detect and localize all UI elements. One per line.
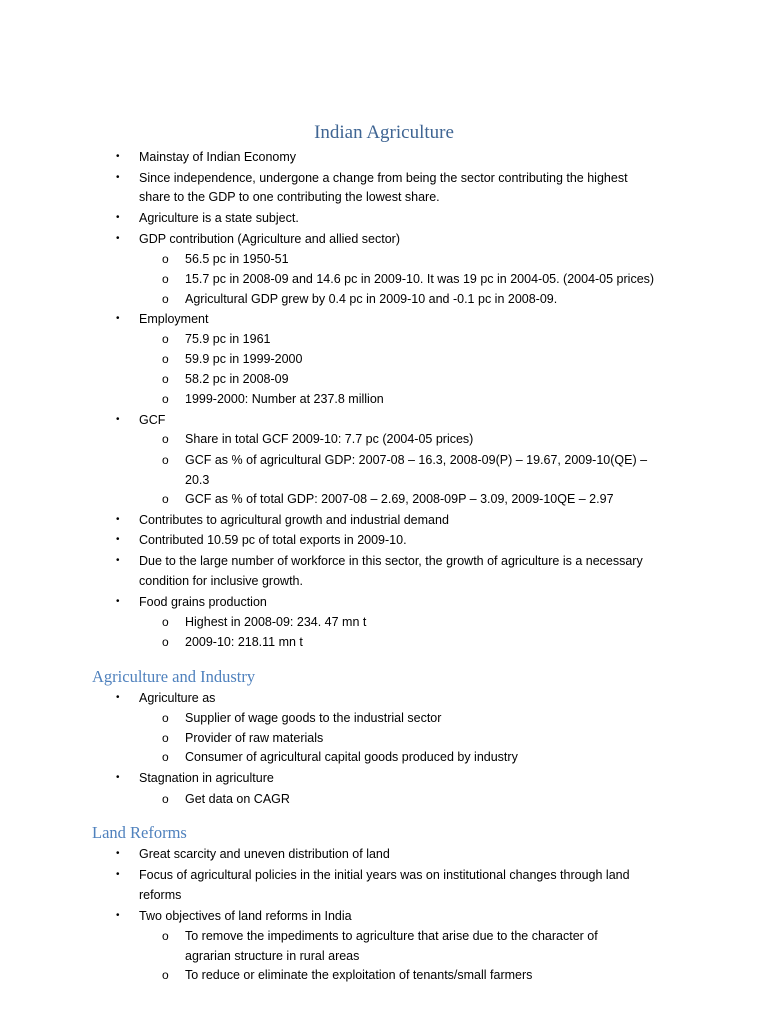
sub-list-item: 1999-2000: Number at 237.8 million (185, 392, 384, 406)
sub-bullet: o (162, 711, 169, 725)
sub-list-item: 2009-10: 218.11 mn t (185, 635, 303, 649)
list-item: Since independence, undergone a change from being the sector contributing the highest (139, 171, 628, 185)
sub-bullet: o (162, 615, 169, 629)
sub-list-item-continuation: 20.3 (185, 473, 210, 487)
sub-list-item: Supplier of wage goods to the industrial sector (185, 711, 442, 725)
list-item: Mainstay of Indian Economy (139, 150, 297, 164)
bullet-dot: • (116, 313, 120, 324)
sub-bullet: o (162, 635, 169, 649)
section-heading-agriculture-industry: Agriculture and Industry (92, 667, 256, 686)
sub-list-item: Get data on CAGR (185, 792, 290, 806)
sub-list-item: 75.9 pc in 1961 (185, 332, 271, 346)
sub-list-item-continuation: agrarian structure in rural areas (185, 949, 360, 963)
bullet-dot: • (116, 772, 120, 783)
sub-bullet: o (162, 252, 169, 266)
sub-list-item: Consumer of agricultural capital goods produced by industry (185, 750, 518, 764)
bullet-dot: • (116, 414, 120, 425)
sub-bullet: o (162, 392, 169, 406)
sub-bullet: o (162, 792, 169, 806)
sub-bullet: o (162, 372, 169, 386)
bullet-dot: • (116, 212, 120, 223)
list-item-continuation: share to the GDP to one contributing the lowest share. (139, 190, 440, 204)
sub-list-item: GCF as % of agricultural GDP: 2007-08 – 16.3, 2008-09(P) – 19.67, 2009-10(QE) – (185, 453, 648, 467)
sub-bullet: o (162, 968, 169, 982)
bullet-dot: • (116, 692, 120, 703)
sub-bullet: o (162, 492, 169, 506)
sub-list-item: 15.7 pc in 2008-09 and 14.6 pc in 2009-10. It was 19 pc in 2004-05. (2004-05 prices) (185, 272, 655, 286)
sub-list-item: Agricultural GDP grew by 0.4 pc in 2009-10 and -0.1 pc in 2008-09. (185, 292, 558, 306)
sub-bullet: o (162, 352, 169, 366)
list-item: GDP contribution (Agriculture and allied sector) (139, 232, 401, 246)
sub-list-item: To remove the impediments to agriculture that arise due to the character of (185, 929, 598, 943)
bullet-dot: • (116, 151, 120, 162)
bullet-dot: • (116, 555, 120, 566)
bullet-dot: • (116, 514, 120, 525)
section-heading-land-reforms: Land Reforms (92, 823, 187, 842)
sub-list-item: 58.2 pc in 2008-09 (185, 372, 289, 386)
sub-bullet: o (162, 453, 169, 467)
sub-bullet: o (162, 292, 169, 306)
list-item: Agriculture is a state subject. (139, 211, 299, 225)
bullet-dot: • (116, 534, 120, 545)
list-item: Due to the large number of workforce in this sector, the growth of agriculture is a necessary (139, 554, 643, 568)
sub-bullet: o (162, 929, 169, 943)
sub-list-item: 56.5 pc in 1950-51 (185, 252, 289, 266)
list-item: Food grains production (139, 595, 267, 609)
list-item: Great scarcity and uneven distribution of land (139, 847, 390, 861)
list-item-continuation: reforms (139, 888, 182, 902)
list-item: Contributes to agricultural growth and industrial demand (139, 513, 449, 527)
bullet-dot: • (116, 869, 120, 880)
list-item: Focus of agricultural policies in the initial years was on institutional changes through land (139, 868, 630, 882)
bullet-dot: • (116, 172, 120, 183)
list-item: Agriculture as (139, 691, 216, 705)
bullet-dot: • (116, 848, 120, 859)
list-item: Employment (139, 312, 209, 326)
sub-list-item: GCF as % of total GDP: 2007-08 – 2.69, 2008-09P – 3.09, 2009-10QE – 2.97 (185, 492, 614, 506)
bullet-dot: • (116, 910, 120, 921)
list-item: Stagnation in agriculture (139, 771, 274, 785)
bullet-dot: • (116, 596, 120, 607)
sub-bullet: o (162, 750, 169, 764)
sub-list-item: To reduce or eliminate the exploitation of tenants/small farmers (185, 968, 533, 982)
list-item: Contributed 10.59 pc of total exports in 2009-10. (139, 533, 407, 547)
list-item: Two objectives of land reforms in India (139, 909, 352, 923)
sub-list-item: 59.9 pc in 1999-2000 (185, 352, 303, 366)
bullet-dot: • (116, 233, 120, 244)
sub-bullet: o (162, 432, 169, 446)
sub-bullet: o (162, 332, 169, 346)
page-title: Indian Agriculture (314, 122, 454, 143)
sub-bullet: o (162, 731, 169, 745)
list-item-continuation: condition for inclusive growth. (139, 574, 303, 588)
list-item: GCF (139, 413, 166, 427)
sub-list-item: Highest in 2008-09: 234. 47 mn t (185, 615, 367, 629)
sub-list-item: Provider of raw materials (185, 731, 324, 745)
sub-list-item: Share in total GCF 2009-10: 7.7 pc (2004-05 prices) (185, 432, 474, 446)
sub-bullet: o (162, 272, 169, 286)
